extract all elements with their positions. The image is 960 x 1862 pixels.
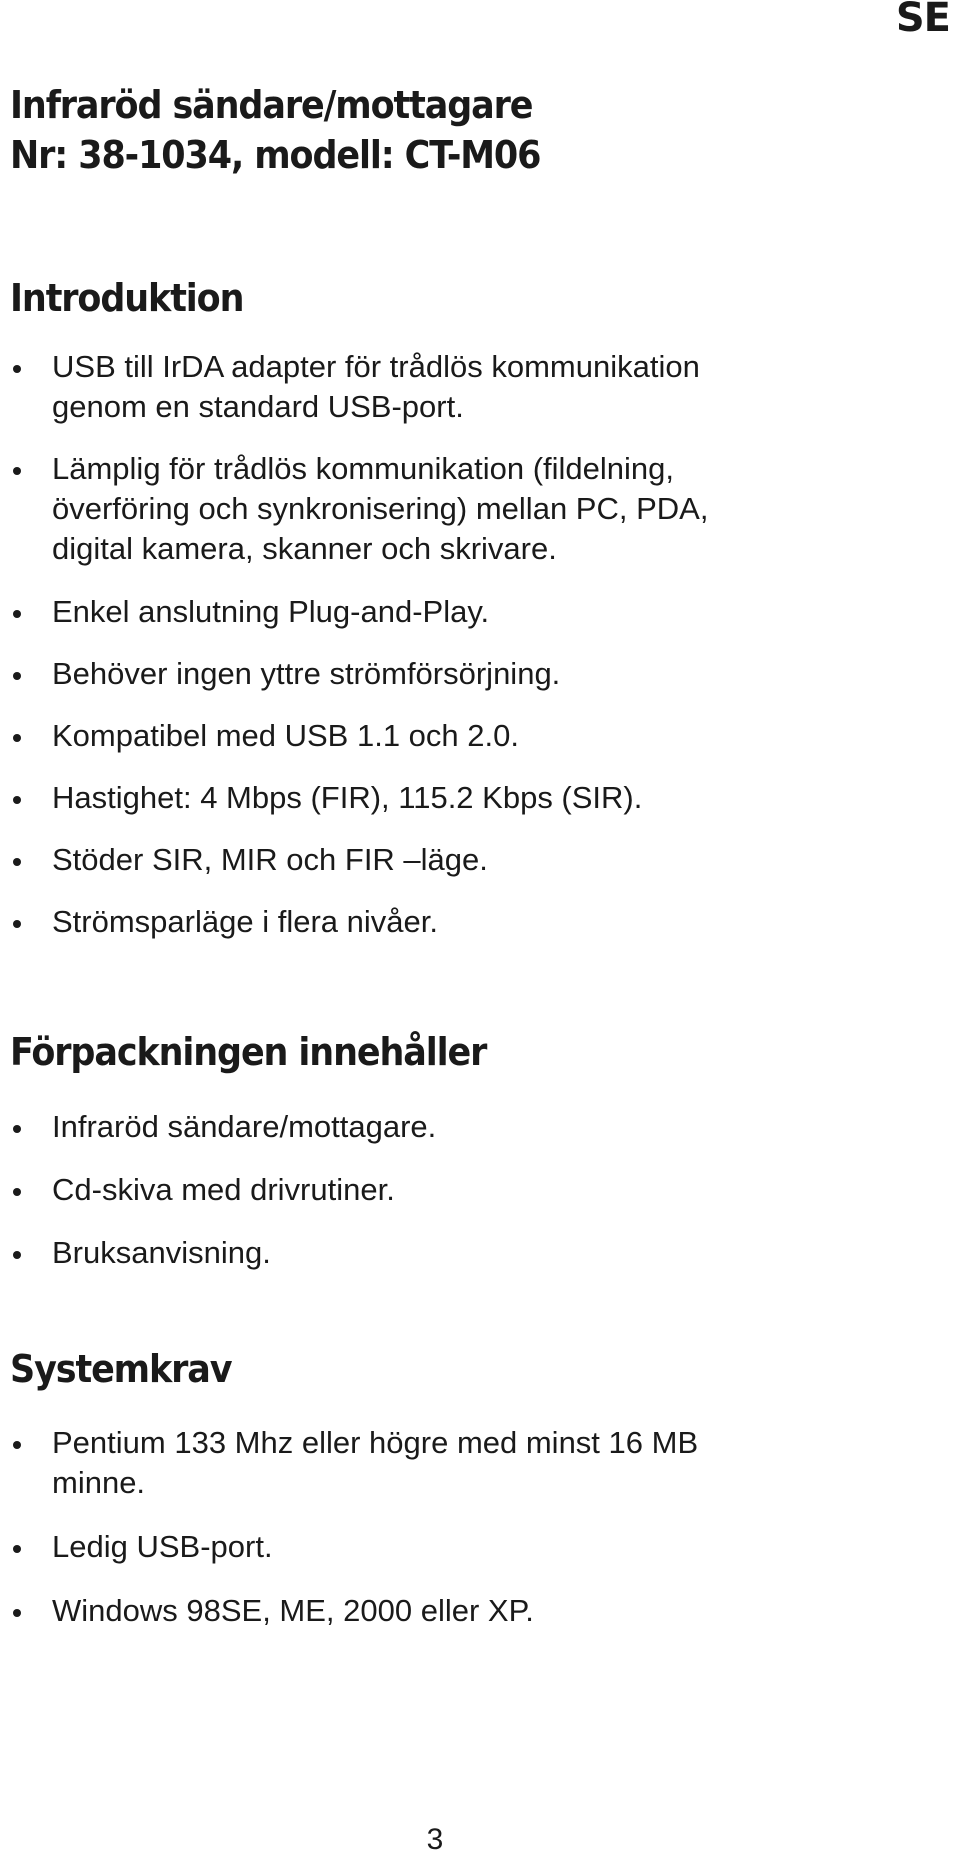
list-item: Stöder SIR, MIR och FIR –läge. [0, 840, 900, 880]
title-line-model: Nr: 38-1034, modell: CT-M06 [10, 133, 541, 177]
list-item: USB till IrDA adapter för trådlös kommunikation genom en standard USB-port. [0, 347, 900, 427]
introduction-list [0, 347, 900, 964]
language-tag: SE [895, 0, 950, 41]
heading-system-requirements: Systemkrav [10, 1347, 232, 1391]
list-item: Cd-skiva med drivrutiner. [0, 1170, 900, 1210]
heading-introduction: Introduktion [10, 276, 244, 320]
document-title [10, 80, 540, 180]
list-item: Windows 98SE, ME, 2000 eller XP. [0, 1591, 900, 1631]
system-requirements-list [0, 1423, 900, 1655]
heading-package-contents: Förpackningen innehåller [10, 1030, 487, 1074]
list-item: Ledig USB-port. [0, 1527, 900, 1567]
list-item: Infraröd sändare/mottagare. [0, 1107, 900, 1147]
list-item: Hastighet: 4 Mbps (FIR), 115.2 Kbps (SIR). [0, 778, 900, 818]
list-item: Bruksanvisning. [0, 1233, 900, 1273]
list-item: Strömsparläge i flera nivåer. [0, 902, 900, 942]
title-line-product: Infraröd sändare/mottagare [10, 83, 533, 127]
list-item: Kompatibel med USB 1.1 och 2.0. [0, 716, 900, 756]
package-contents-list [0, 1107, 900, 1296]
list-item: Enkel anslutning Plug-and-Play. [0, 592, 900, 632]
list-item: Lämplig för trådlös kommunikation (fildelning, överföring och synkronisering) mellan PC, PDA, digital kamera, skanner och skrivare. [0, 449, 900, 569]
page-number: 3 [426, 1823, 444, 1856]
list-item: Pentium 133 Mhz eller högre med minst 16 MB minne. [0, 1423, 900, 1503]
list-item: Behöver ingen yttre strömförsörjning. [0, 654, 900, 694]
